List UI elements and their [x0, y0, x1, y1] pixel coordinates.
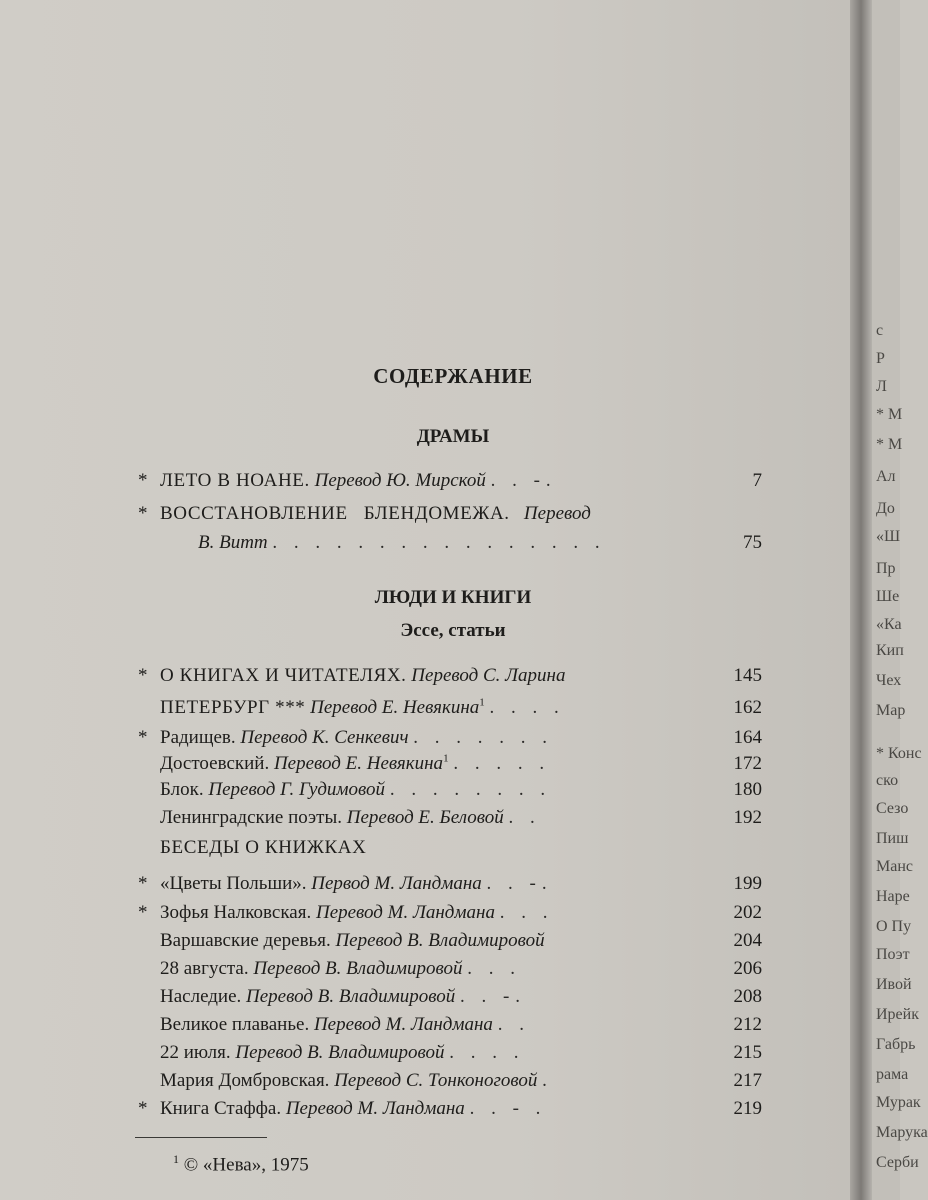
entry-translator: Перевод В. Владимировой	[246, 986, 456, 1007]
entry-translator: Перевод Е. Беловой	[346, 807, 504, 828]
section-heading-dramas: ДРАМЫ	[416, 426, 490, 447]
entry-translator: Перевод В. Владимировой	[235, 1042, 445, 1063]
adjacent-page-fragment: Мар	[876, 702, 906, 719]
toc-entry[interactable]	[138, 870, 762, 898]
toc-entry[interactable]	[138, 899, 762, 927]
adjacent-page-fragment: * М	[876, 436, 903, 453]
page-number: 206	[733, 958, 762, 979]
adjacent-page-fragment: До	[876, 500, 895, 517]
toc-entry[interactable]	[160, 983, 762, 1011]
entry-translator: Перевод Е. Невякина	[273, 753, 444, 774]
adjacent-page-fragment: Ирейк	[876, 1006, 919, 1023]
leader-dots: . . -.	[486, 873, 553, 894]
entry-title: ПЕТЕРБУРГ ***	[160, 697, 306, 718]
adjacent-page-fragment: Ше	[876, 588, 900, 605]
toc-entry[interactable]	[160, 1067, 762, 1095]
adjacent-page-fragment: Ивой	[876, 976, 912, 993]
entry-translator: В. Витт	[198, 532, 268, 553]
entry-translator: Перевод	[523, 503, 591, 524]
asterisk-mark: *	[138, 873, 148, 894]
page-number: 208	[733, 986, 762, 1007]
toc-entry[interactable]	[160, 1039, 762, 1067]
entry-title: Ленинградские поэты.	[160, 807, 342, 828]
page-number: 7	[752, 470, 762, 491]
asterisk-mark: *	[138, 503, 148, 524]
page-number: 75	[743, 532, 762, 553]
page-number: 164	[733, 727, 762, 748]
page-number: 204	[733, 930, 762, 951]
page-number: 202	[733, 902, 762, 923]
toc-entry[interactable]	[138, 724, 762, 752]
entry-translator: Перевод С. Тонконоговой	[334, 1070, 538, 1091]
leader-dots: . . . .	[489, 697, 565, 718]
leader-dots: . . . .	[449, 1042, 525, 1063]
entry-translator: Перевод С. Ларина	[411, 665, 566, 686]
toc-entry[interactable]	[160, 1011, 762, 1039]
adjacent-page-fragment: Кип	[876, 642, 904, 659]
adjacent-page-fragment: Р	[876, 350, 885, 367]
leader-dots: . .	[508, 807, 541, 828]
entry-title: «Цветы Польши».	[160, 873, 307, 894]
entry-title: 22 июля.	[160, 1042, 231, 1063]
toc-entry[interactable]	[138, 1095, 762, 1123]
adjacent-page-fragment: * Конс	[876, 745, 922, 762]
page-number: 219	[733, 1098, 762, 1119]
adjacent-page-fragment: рама	[876, 1066, 909, 1083]
toc-entry[interactable]	[138, 467, 762, 495]
entry-title: Радищев.	[160, 727, 236, 748]
section-subheading: Эссе, статьи	[400, 620, 506, 641]
leader-dots: . . - .	[469, 1098, 547, 1119]
asterisk-mark: *	[138, 470, 148, 491]
entry-title: 28 августа.	[160, 958, 249, 979]
entry-title: ЛЕТО В НОАНЕ.	[160, 470, 310, 491]
adjacent-page-fragment: Манс	[876, 858, 913, 875]
entry-title: Книга Стаффа.	[160, 1098, 282, 1119]
entry-translator: Перевод М. Ландмана	[315, 902, 495, 923]
leader-dots: . . . . . . .	[413, 727, 554, 748]
entry-title: Мария Домбровская.	[160, 1070, 330, 1091]
adjacent-page-fragment: Сезо	[876, 800, 909, 817]
page-number: 162	[733, 697, 762, 718]
entry-translator: Перевод В. Владимировой	[253, 958, 463, 979]
adjacent-page-fragment: Серби	[876, 1154, 919, 1171]
toc-entry[interactable]	[138, 500, 762, 528]
footnote-mark: 1	[173, 1152, 179, 1166]
page-number: 192	[733, 807, 762, 828]
entry-translator: Перевод Г. Гудимовой	[208, 779, 386, 800]
section-heading-people-and-books: ЛЮДИ И КНИГИ	[374, 587, 532, 608]
entry-title: ВОССТАНОВЛЕНИЕ БЛЕНДОМЕЖА.	[160, 503, 510, 524]
leader-dots: . . . . . . . . . . . . . . . .	[272, 532, 606, 553]
leader-dots: .	[542, 1070, 553, 1091]
adjacent-page-fragment: Чех	[876, 672, 902, 689]
adjacent-page-fragment: Ал	[876, 468, 896, 485]
toc-subsection-heading[interactable]	[160, 834, 762, 862]
footnote-text: © «Нева», 1975	[183, 1154, 309, 1176]
toc-entry[interactable]	[138, 662, 762, 690]
entry-title: Варшавские деревья.	[160, 930, 331, 951]
adjacent-page-fragment: Марука	[876, 1124, 928, 1141]
adjacent-page-fragment: Поэт	[876, 946, 910, 963]
page-number: 145	[733, 665, 762, 686]
page-number: 215	[733, 1042, 762, 1063]
toc-entry[interactable]	[160, 955, 762, 983]
leader-dots: . . .	[467, 958, 522, 979]
entry-title: Великое плаванье.	[160, 1014, 310, 1035]
page-number: 199	[733, 873, 762, 894]
footnote-ref: 1	[443, 752, 449, 765]
entry-title: О КНИГАХ И ЧИТАТЕЛЯХ.	[160, 665, 407, 686]
footnote-ref: 1	[479, 696, 485, 709]
adjacent-page-fragment: * М	[876, 406, 903, 423]
adjacent-page-fragment: Л	[876, 378, 887, 395]
entry-title: Наследие.	[160, 986, 242, 1007]
leader-dots: . . -.	[459, 986, 527, 1007]
entry-title: Зофья Налковская.	[160, 902, 312, 923]
footnote	[173, 1152, 309, 1176]
adjacent-page-fragment: Габрь	[876, 1036, 916, 1053]
entry-translator: Перевод В. Владимировой	[335, 930, 545, 951]
adjacent-page-fragment: О Пу	[876, 918, 912, 935]
asterisk-mark: *	[138, 902, 148, 923]
asterisk-mark: *	[138, 727, 148, 748]
entry-translator: Перевод М. Ландмана	[285, 1098, 465, 1119]
page-number: 212	[733, 1014, 762, 1035]
toc-entry-continuation[interactable]	[198, 529, 762, 557]
leader-dots: . . -.	[490, 470, 557, 491]
toc-entry[interactable]	[160, 927, 762, 955]
toc-entry[interactable]	[160, 776, 762, 804]
page-number: 217	[733, 1070, 762, 1091]
toc-entry[interactable]	[160, 804, 762, 832]
entry-translator: Первод М. Ландмана	[311, 873, 482, 894]
entry-translator: Перевод К. Сенкевич	[240, 727, 409, 748]
adjacent-page-fragment: «Ш	[876, 528, 901, 545]
entry-translator: Перевод Ю. Мирской	[314, 470, 486, 491]
entry-translator: Перевод Е. Невякина	[310, 697, 480, 718]
adjacent-page-fragment: ско	[876, 772, 899, 789]
adjacent-page-fragment: Пиш	[876, 830, 909, 847]
leader-dots: . .	[497, 1014, 530, 1035]
leader-dots: . . .	[499, 902, 554, 923]
asterisk-mark: *	[138, 1098, 148, 1119]
page-number: 172	[733, 753, 762, 774]
asterisk-mark: *	[138, 665, 148, 686]
entry-title: Блок.	[160, 779, 204, 800]
page-title: СОДЕРЖАНИЕ	[373, 364, 533, 388]
entry-title: Достоевский.	[160, 753, 270, 774]
adjacent-page-fragment: «Ка	[876, 616, 902, 633]
toc-entry[interactable]	[160, 694, 762, 722]
entry-title: БЕСЕДЫ О КНИЖКАХ	[160, 837, 367, 858]
leader-dots: . . . . . . . .	[389, 779, 552, 800]
footnote-divider	[135, 1137, 267, 1138]
adjacent-page-fragment: Пр	[876, 560, 896, 577]
adjacent-page-fragment: с	[876, 322, 884, 339]
entry-translator: Перевод М. Ландмана	[313, 1014, 493, 1035]
page-number: 180	[733, 779, 762, 800]
toc-entry[interactable]	[160, 750, 762, 778]
adjacent-page-fragment: Наре	[876, 888, 910, 905]
adjacent-page-fragment: Мурак	[876, 1094, 921, 1111]
leader-dots: . . . . .	[453, 753, 551, 774]
